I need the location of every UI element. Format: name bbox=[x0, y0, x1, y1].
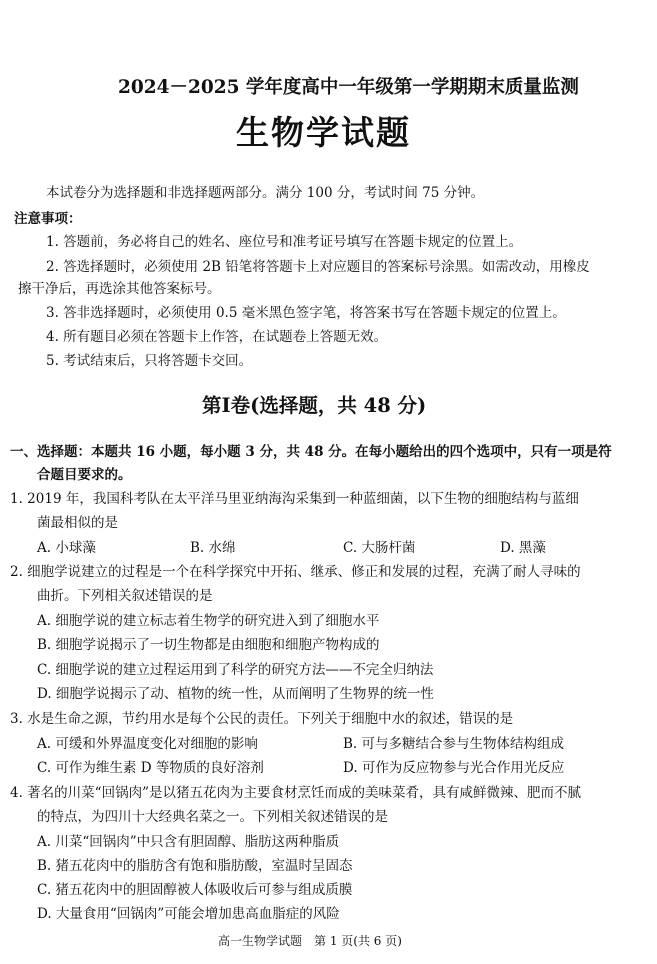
question-1-option-a: A. 小球藻 bbox=[37, 540, 96, 556]
question-1-option-d: D. 黑藻 bbox=[500, 540, 546, 556]
notes-heading: 注意事项： bbox=[14, 211, 82, 227]
question-3-option-d: D. 可作为反应物参与光合作用光反应 bbox=[343, 760, 565, 776]
note-item-4: 4. 所有题目必须在答题卡上作答，在试题卷上答题无效。 bbox=[46, 329, 388, 345]
question-2-stem-line-1: 2. 细胞学说建立的过程是一个在科学探究中开拓、继承、修正和发展的过程，充满了耐人寻味的 bbox=[10, 564, 581, 580]
question-2-option-a: A. 细胞学说的建立标志着生物学的研究进入到了细胞水平 bbox=[37, 613, 380, 629]
question-2-option-d: D. 细胞学说揭示了动、植物的统一性，从而阐明了生物界的统一性 bbox=[37, 686, 434, 702]
question-4-option-d: D. 大量食用“回锅肉”可能会增加患高血脂症的风险 bbox=[37, 906, 340, 922]
section-instruction-line-1: 一、选择题：本题共 16 小题，每小题 3 分，共 48 分。在每小题给出的四个选项中，只有一项是符 bbox=[10, 444, 612, 460]
question-1-option-c: C. 大肠杆菌 bbox=[343, 540, 416, 556]
question-4-option-c: C. 猪五花肉中的胆固醇被人体吸收后可参与组成质膜 bbox=[37, 882, 353, 898]
exam-header: 2024－2025 学年度高中一年级第一学期期末质量监测 bbox=[118, 77, 579, 98]
question-4-stem-line-2: 的特点，为四川十大经典名菜之一。下列相关叙述错误的是 bbox=[37, 809, 388, 825]
question-3-stem-line-1: 3. 水是生命之源，节约用水是每个公民的责任。下列关于细胞中水的叙述，错误的是 bbox=[10, 711, 514, 727]
note-item-3: 3. 答非选择题时，必须使用 0.5 毫米黑色签字笔，将答案书写在答题卡规定的位置上。 bbox=[46, 305, 566, 321]
note-item-2-line-1: 2. 答选择题时，必须使用 2B 铅笔将答题卡上对应题目的答案标号涂黑。如需改动，用橡皮 bbox=[46, 259, 590, 275]
note-item-5: 5. 考试结束后，只将答题卡交回。 bbox=[46, 353, 253, 369]
question-1-stem-line-2: 菌最相似的是 bbox=[37, 515, 118, 531]
question-3-option-b: B. 可与多糖结合参与生物体结构组成 bbox=[343, 736, 565, 752]
note-item-2-line-2: 擦干净后，再选涂其他答案标号。 bbox=[18, 281, 221, 297]
question-3-option-a: A. 可缓和外界温度变化对细胞的影响 bbox=[37, 736, 258, 752]
question-2-option-b: B. 细胞学说揭示了一切生物都是由细胞和细胞产物构成的 bbox=[37, 637, 380, 653]
question-4-option-b: B. 猪五花肉中的脂肪含有饱和脂肪酸，室温时呈固态 bbox=[37, 858, 353, 874]
exam-intro: 本试卷分为选择题和非选择题两部分。满分 100 分，考试时间 75 分钟。 bbox=[46, 185, 485, 201]
note-item-1: 1. 答题前，务必将自己的姓名、座位号和准考证号填写在答题卡规定的位置上。 bbox=[46, 234, 523, 250]
question-4-option-a: A. 川菜“回锅肉”中只含有胆固醇、脂肪这两种脂质 bbox=[37, 834, 340, 850]
question-2-option-c: C. 细胞学说的建立过程运用到了科学的研究方法——不完全归纳法 bbox=[37, 662, 434, 678]
section-title: 第Ⅰ卷(选择题，共 48 分) bbox=[202, 394, 427, 417]
question-2-stem-line-2: 曲折。下列相关叙述错误的是 bbox=[37, 588, 213, 604]
question-1-stem-line-1: 1. 2019 年，我国科考队在太平洋马里亚纳海沟采集到一种蓝细菌，以下生物的细胞结构与蓝细 bbox=[10, 491, 579, 507]
subject-title: 生物学试题 bbox=[236, 113, 411, 152]
question-1-option-b: B. 水绵 bbox=[190, 540, 236, 556]
question-3-option-c: C. 可作为维生素 D 等物质的良好溶剂 bbox=[37, 760, 264, 776]
page-footer: 高一生物学试题 第 1 页(共 6 页) bbox=[218, 934, 402, 948]
question-4-stem-line-1: 4. 著名的川菜“回锅肉”是以猪五花肉为主要食材烹饪而成的美味菜肴，具有咸鲜微辣、肥而不腻 bbox=[10, 785, 581, 801]
section-instruction-line-2: 合题目要求的。 bbox=[37, 467, 132, 483]
